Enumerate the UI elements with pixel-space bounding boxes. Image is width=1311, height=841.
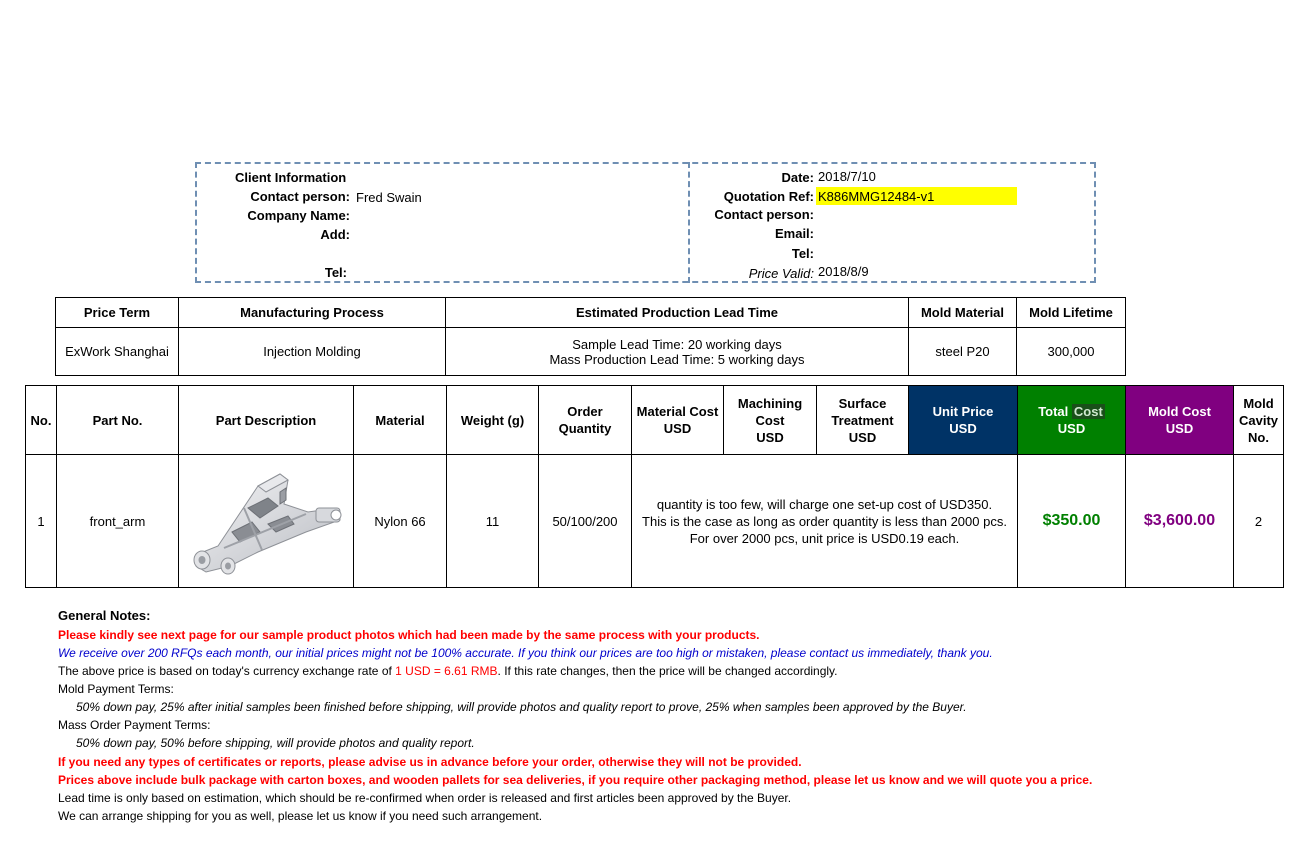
client-contact-value: Fred Swain <box>356 190 422 205</box>
header-surface-line3: USD <box>848 429 877 445</box>
remark-line-2: This is the case as long as order quantity is less than 2000 pcs. <box>642 513 1007 529</box>
header-total-cost-line2: USD <box>1057 421 1086 436</box>
note-exchange-rate <box>58 664 838 678</box>
table-row <box>26 455 1284 588</box>
note-rfq-accuracy: We receive over 200 RFQs each month, our initial prices might not be 100% accurate. If you think our prices are too high or mistaken, please contact us immediately, thank you. <box>58 646 993 660</box>
process-value: Injection Molding <box>179 328 446 376</box>
header-material: Material <box>354 386 447 455</box>
quote-email-label: Email: <box>774 226 814 241</box>
header-surface-line1: Surface <box>838 395 887 411</box>
terms-data-row <box>56 328 1126 376</box>
quote-date-value: 2018/7/10 <box>818 169 876 184</box>
note-shipping: We can arrange shipping for you as well, please let us know if you need such arrangement. <box>58 809 543 823</box>
note-mold-terms: 50% down pay, 25% after initial samples been finished before shipping, will provide photos and quality report to prove, 25% when samples been approved by the Buyer. <box>76 700 967 714</box>
quote-valid-value: 2018/8/9 <box>818 264 869 279</box>
header-no: No. <box>26 386 57 455</box>
sample-lead-time: Sample Lead Time: 20 working days <box>572 336 782 352</box>
quote-tel-label: Tel: <box>791 246 814 261</box>
header-order-quantity <box>539 386 632 455</box>
header-surface-treatment <box>817 386 909 455</box>
client-info-title: Client Information <box>235 170 347 185</box>
header-cost-word: Cost <box>1073 404 1103 419</box>
quote-date-label: Date: <box>781 170 814 185</box>
header-material-cost <box>632 386 724 455</box>
header-order-quantity-line1: Order <box>567 404 603 419</box>
price-term-value: ExWork Shanghai <box>56 328 179 376</box>
note-mass-terms-label: Mass Order Payment Terms: <box>58 718 211 732</box>
note-packaging: Prices above include bulk package with carton boxes, and wooden pallets for sea deliveries, if you require other packaging method, please let us know and we will quote you a price. <box>58 773 1093 787</box>
client-add-label: Add: <box>320 227 350 242</box>
parts-header-row <box>26 386 1284 455</box>
row-material: Nylon 66 <box>354 455 447 588</box>
note-mold-terms-label: Mold Payment Terms: <box>58 682 174 696</box>
header-machining-line1: Machining <box>737 395 803 411</box>
row-order-quantity: 50/100/200 <box>539 455 632 588</box>
row-weight: 11 <box>447 455 539 588</box>
header-material-cost-line1: Material Cost <box>636 404 719 419</box>
header-mold-cost-line2: USD <box>1165 421 1194 436</box>
mold-lifetime-value: 300,000 <box>1017 328 1126 376</box>
note-exchange-rate-value: 1 USD = 6.61 RMB <box>395 664 498 678</box>
header-machining-cost <box>724 386 817 455</box>
header-weight: Weight (g) <box>447 386 539 455</box>
info-box-divider <box>688 162 690 283</box>
header-total-cost-line1 <box>1020 403 1123 420</box>
notes-title: General Notes: <box>58 608 151 623</box>
header-part-no: Part No. <box>57 386 179 455</box>
mold-material-value: steel P20 <box>909 328 1017 376</box>
row-no: 1 <box>26 455 57 588</box>
client-contact-label: Contact person: <box>250 189 350 204</box>
header-machining-line3: USD <box>756 429 784 445</box>
note-lead-time: Lead time is only based on estimation, which should be re-confirmed when order is released and first articles been approved by the Buyer. <box>58 791 792 805</box>
quote-ref-label: Quotation Ref: <box>723 189 814 204</box>
header-manufacturing-process: Manufacturing Process <box>179 298 446 328</box>
row-total-cost: $350.00 <box>1018 455 1126 588</box>
header-total-cost <box>1018 386 1126 455</box>
lead-time-value <box>446 328 909 376</box>
quote-valid-label: Price Valid: <box>748 266 814 281</box>
header-mold-lifetime: Mold Lifetime <box>1017 298 1126 328</box>
header-unit-price-line2: USD <box>949 421 977 436</box>
quote-contact-label: Contact person: <box>714 207 814 222</box>
header-mold-material: Mold Material <box>909 298 1017 328</box>
header-part-description: Part Description <box>179 386 354 455</box>
quote-ref-value: K886MMG12484-v1 <box>816 187 1017 205</box>
header-mold-cost <box>1126 386 1234 455</box>
header-mold-cavity <box>1234 386 1284 455</box>
client-company-label: Company Name: <box>247 208 350 223</box>
note-exchange-rate-suffix: . If this rate changes, then the price will be changed accordingly. <box>497 664 838 678</box>
note-exchange-rate-prefix: The above price is based on today's currency exchange rate of <box>58 664 396 678</box>
header-order-quantity-line2: Quantity <box>558 421 612 436</box>
header-material-cost-line2: USD <box>663 421 692 436</box>
note-mass-terms: 50% down pay, 50% before shipping, will provide photos and quality report. <box>76 736 475 750</box>
terms-header-row <box>56 298 1126 328</box>
row-part-image-cell <box>179 455 354 588</box>
part-image <box>188 462 344 580</box>
row-mold-cavity: 2 <box>1234 455 1284 588</box>
client-tel-label: Tel: <box>324 265 347 280</box>
parts-table <box>25 385 1284 588</box>
note-sample-photos: Please kindly see next page for our sample product photos which had been made by the same process with your products. <box>58 628 760 642</box>
header-lead-time: Estimated Production Lead Time <box>446 298 909 328</box>
remark-line-3: For over 2000 pcs, unit price is USD0.19 each. <box>689 530 960 546</box>
header-cavity-line1: Mold <box>1243 395 1274 411</box>
remark-line-1: quantity is too few, will charge one set-up cost of USD350. <box>656 496 993 512</box>
header-cavity-line2: Cavity <box>1238 412 1279 428</box>
row-remark <box>632 455 1018 588</box>
header-price-term: Price Term <box>56 298 179 328</box>
note-certificates: If you need any types of certificates or reports, please advise us in advance before your order, otherwise they will not be provided. <box>58 755 802 769</box>
header-total-word: Total <box>1038 404 1069 419</box>
mass-lead-time: Mass Production Lead Time: 5 working days <box>549 351 805 367</box>
header-surface-line2: Treatment <box>831 412 894 428</box>
header-mold-cost-line1: Mold Cost <box>1148 404 1211 419</box>
header-cavity-line3: No. <box>1248 429 1269 445</box>
header-unit-price-line1: Unit Price <box>932 404 994 419</box>
row-part-no: front_arm <box>57 455 179 588</box>
row-mold-cost: $3,600.00 <box>1126 455 1234 588</box>
header-machining-line2: Cost <box>755 412 785 428</box>
terms-table <box>55 297 1126 376</box>
header-unit-price <box>909 386 1018 455</box>
